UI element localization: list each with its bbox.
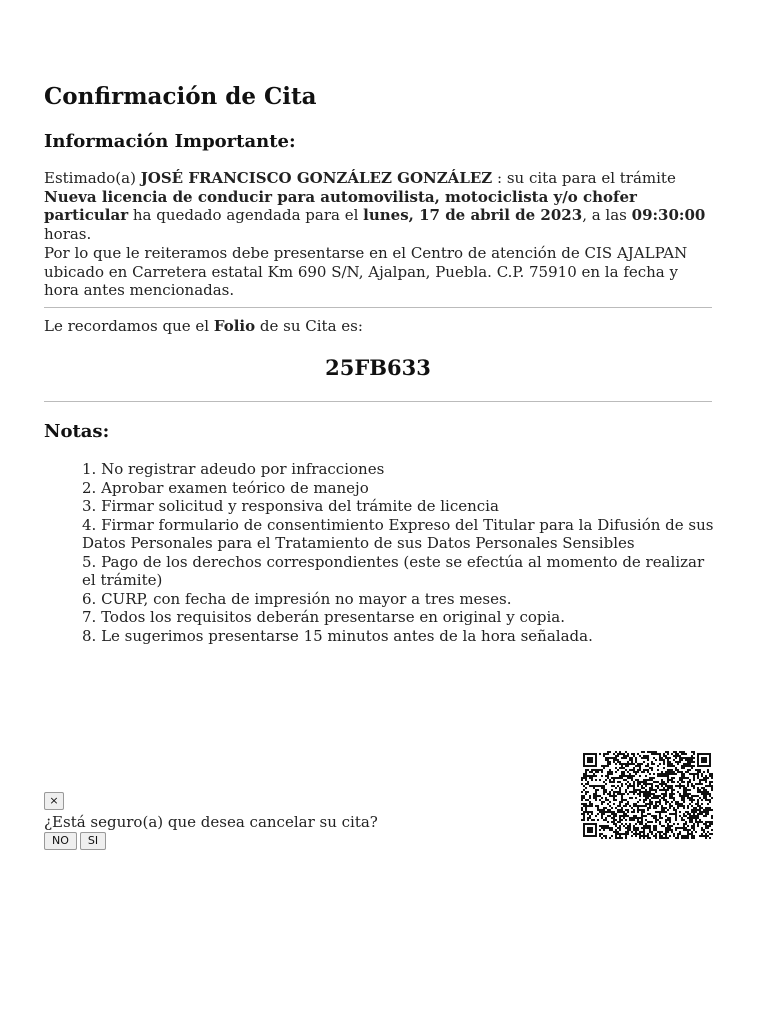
intro-text-2: ha quedado agendada para el	[128, 206, 364, 224]
appointment-date: lunes, 17 de abril de 2023	[363, 206, 583, 224]
notes-heading: Notas:	[44, 421, 110, 442]
greeting-text: Estimado(a)	[44, 169, 141, 187]
note-item: 1. No registrar adeudo por infracciones	[82, 460, 385, 478]
qr-code-image	[581, 751, 713, 839]
folio-reminder	[44, 317, 363, 336]
folio-number: 25FB633	[325, 355, 431, 380]
intro-text-3: , a las	[582, 206, 632, 224]
note-item: 2. Aprobar examen teórico de manejo	[82, 478, 369, 497]
location-paragraph: Por lo que le reiteramos debe presentarse en el Centro de atención de CIS AJALPAN ubicado en Carretera estatal Km 690 S/N, Ajalpan, Puebla. C.P. 75910 en la fecha y hora antes mencionadas.	[44, 244, 688, 299]
note-item: 8. Le sugerimos presentarse 15 minutos antes de la hora señalada.	[82, 626, 593, 645]
note-item: 4. Firmar formulario de consentimiento Expreso del Titular para la Difusión de sus Datos Personales para el Tratamiento de sus Datos Personales Sensibles	[82, 515, 714, 552]
note-item: 5. Pago de los derechos correspondientes (este se efectúa al momento de realizar el trámite)	[82, 552, 705, 589]
divider-bottom	[44, 401, 712, 402]
folio-text-2: de su Cita es:	[255, 317, 363, 335]
intro-paragraph	[44, 169, 712, 243]
appointment-time: 09:30:00	[631, 206, 706, 224]
notes-list	[44, 460, 722, 645]
no-button[interactable]: NO	[44, 832, 77, 850]
intro-text-1: : su cita para el trámite	[492, 169, 676, 187]
note-item: 6. CURP, con fecha de impresión no mayor a tres meses.	[82, 589, 512, 608]
folio-label: Folio	[213, 317, 256, 335]
procedure-name: Nueva licencia de conducir para automovilista, motociclista y/o chofer particular	[44, 187, 637, 224]
cancel-question: ¿Está seguro(a) que desea cancelar su cita?	[44, 813, 378, 831]
intro-text-4: horas.	[44, 224, 92, 243]
yes-button[interactable]: SI	[80, 832, 106, 850]
close-button[interactable]: ×	[44, 792, 64, 810]
folio-text-1: Le recordamos que el	[44, 317, 214, 335]
divider-top	[44, 307, 712, 308]
applicant-name: JOSÉ FRANCISCO GONZÁLEZ GONZÁLEZ	[140, 169, 493, 187]
note-item: 7. Todos los requisitos deberán presentarse en original y copia.	[82, 608, 565, 626]
page-title: Confirmación de Cita	[44, 83, 317, 110]
info-heading: Información Importante:	[44, 131, 296, 152]
note-item: 3. Firmar solicitud y responsiva del trámite de licencia	[82, 497, 499, 515]
